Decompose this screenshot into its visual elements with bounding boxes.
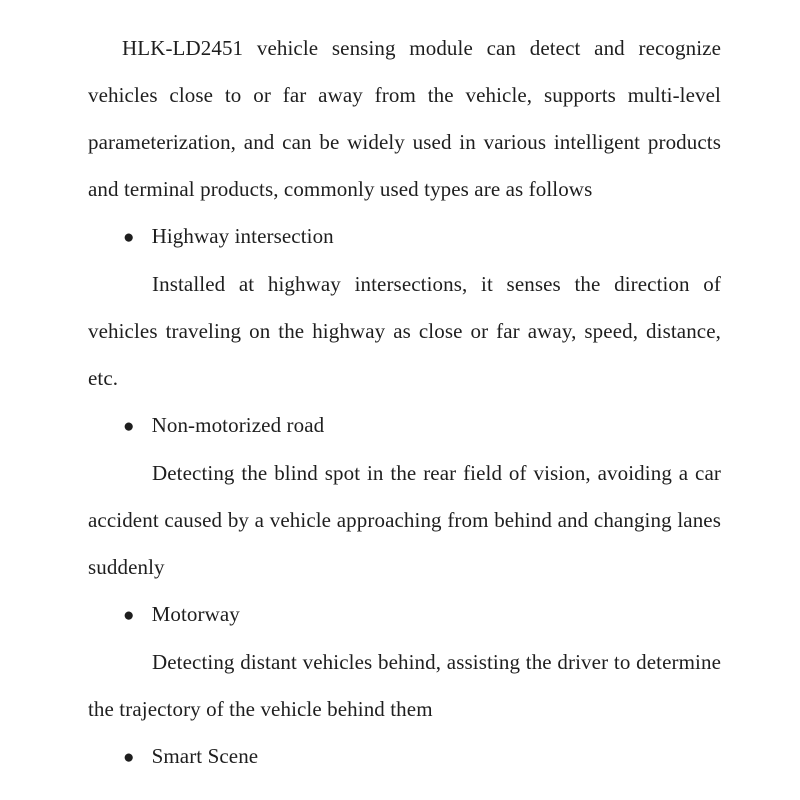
list-item-description: Detecting the blind spot in the rear field of vision, avoiding a car accident caused by a vehicle approaching from behind and changing lanes suddenly — [88, 461, 721, 579]
list-item-description: Detecting distant vehicles behind, assisting the driver to determine the trajectory of the vehicle behind them — [88, 650, 721, 721]
list-item-label: Non-motorized road — [151, 413, 325, 437]
list-item-label: Motorway — [151, 602, 240, 626]
list-item-label: Highway intersection — [151, 224, 334, 248]
bullet-icon: ● — [123, 227, 135, 248]
bullet-icon: ● — [123, 416, 135, 437]
document-page — [88, 25, 721, 781]
list-item-highway-intersection — [88, 213, 721, 261]
list-item-smart-scene — [88, 733, 721, 781]
bullet-icon: ● — [123, 747, 135, 768]
bullet-icon: ● — [123, 605, 135, 626]
list-item-non-motorized-road — [88, 402, 721, 450]
list-item-description: Installed at highway intersections, it senses the direction of vehicles traveling on the highway as close or far away, speed, distance, etc. — [88, 272, 721, 390]
list-item-motorway — [88, 591, 721, 639]
list-item-label: Smart Scene — [151, 744, 259, 768]
intro-paragraph: HLK-LD2451 vehicle sensing module can detect and recognize vehicles close to or far away from the vehicle, supports multi-level parameterization, and can be widely used in various intelligent products and terminal products, commonly used types are as follows — [88, 36, 721, 201]
